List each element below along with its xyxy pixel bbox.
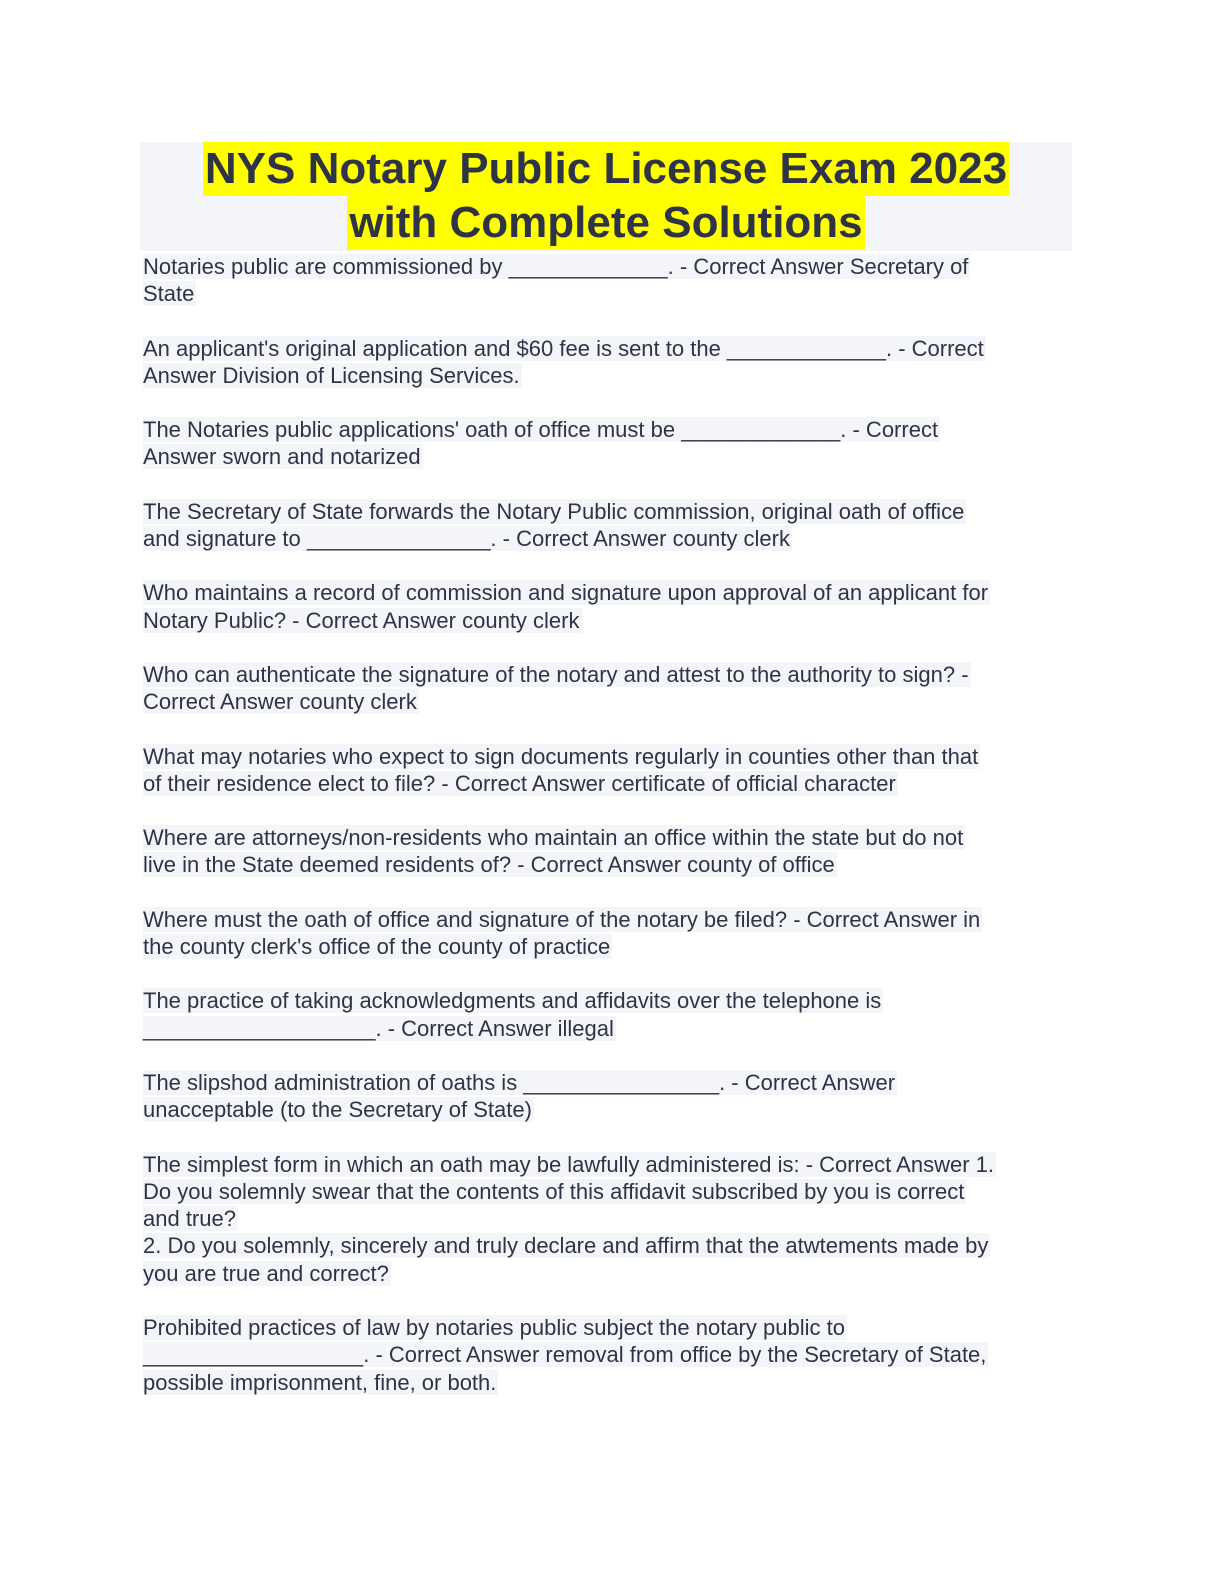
qa-item bbox=[143, 1151, 1073, 1287]
qa-text-line: __________________. - Correct Answer removal from office by the Secretary of State, bbox=[143, 1342, 987, 1368]
qa-item bbox=[143, 335, 1073, 390]
qa-text-line: Notaries public are commissioned by _____________. - Correct Answer Secretary of bbox=[143, 254, 969, 279]
qa-item bbox=[143, 1314, 1073, 1396]
qa-text-line: Who can authenticate the signature of the notary and attest to the authority to sign? - bbox=[143, 661, 969, 687]
qa-text-line: the county clerk's office of the county of practice bbox=[143, 934, 611, 960]
qa-text-line: The slipshod administration of oaths is ________________. - Correct Answer bbox=[143, 1069, 896, 1095]
qa-text-line: possible imprisonment, fine, or both. bbox=[143, 1369, 497, 1395]
qa-text-line: An applicant's original application and $60 fee is sent to the _____________. - Correct bbox=[143, 335, 984, 361]
qa-text-line: Answer Division of Licensing Services. bbox=[143, 362, 520, 388]
qa-text-line: Correct Answer county clerk bbox=[143, 689, 417, 715]
qa-item bbox=[143, 579, 1073, 634]
qa-text-line: ___________________. - Correct Answer illegal bbox=[143, 1015, 614, 1041]
qa-text-line: The Notaries public applications' oath of office must be _____________. - Correct bbox=[143, 417, 939, 443]
qa-text-line: of their residence elect to file? - Correct Answer certificate of official character bbox=[143, 770, 896, 796]
qa-item bbox=[143, 987, 1073, 1042]
qa-text-line: and signature to _______________. - Correct Answer county clerk bbox=[143, 526, 790, 552]
page-title bbox=[140, 142, 1072, 251]
qa-text-line: State bbox=[143, 281, 195, 307]
qa-text-line: Answer sworn and notarized bbox=[143, 444, 421, 470]
qa-text-line: Who maintains a record of commission and signature upon approval of an applicant for bbox=[143, 580, 989, 606]
qa-text-line: The simplest form in which an oath may be lawfully administered is: - Correct Answer 1. bbox=[143, 1151, 994, 1177]
qa-text-line: live in the State deemed residents of? - Correct Answer county of office bbox=[143, 852, 835, 878]
qa-text-line: you are true and correct? bbox=[143, 1260, 389, 1286]
title-line-2: with Complete Solutions bbox=[347, 196, 864, 250]
qa-item bbox=[143, 416, 1073, 471]
qa-item bbox=[143, 743, 1073, 798]
qa-text-line: Prohibited practices of law by notaries public subject the notary public to bbox=[143, 1315, 845, 1341]
qa-item bbox=[143, 661, 1073, 716]
qa-item bbox=[143, 253, 1073, 308]
qa-text-line: unacceptable (to the Secretary of State) bbox=[143, 1097, 532, 1123]
qa-text-line: The Secretary of State forwards the Notary Public commission, original oath of office bbox=[143, 498, 965, 524]
qa-text-line: Where are attorneys/non-residents who maintain an office within the state but do not bbox=[143, 825, 964, 851]
qa-text-line: 2. Do you solemnly, sincerely and truly declare and affirm that the atwtements made by bbox=[143, 1233, 989, 1259]
qa-text-line: What may notaries who expect to sign documents regularly in counties other than that bbox=[143, 743, 979, 769]
qa-text-line: Do you solemnly swear that the contents of this affidavit subscribed by you is correct bbox=[143, 1178, 965, 1204]
qa-item bbox=[143, 1069, 1073, 1124]
qa-item bbox=[143, 498, 1073, 553]
title-line-1: NYS Notary Public License Exam 2023 bbox=[203, 142, 1009, 196]
qa-text-line: Where must the oath of office and signature of the notary be filed? - Correct Answer in bbox=[143, 906, 981, 932]
qa-item bbox=[143, 906, 1073, 961]
qa-list bbox=[143, 253, 1073, 1423]
qa-text-line: Notary Public? - Correct Answer county clerk bbox=[143, 607, 580, 633]
qa-item bbox=[143, 824, 1073, 879]
qa-text-line: and true? bbox=[143, 1206, 236, 1232]
qa-text-line: The practice of taking acknowledgments and affidavits over the telephone is bbox=[143, 988, 882, 1014]
